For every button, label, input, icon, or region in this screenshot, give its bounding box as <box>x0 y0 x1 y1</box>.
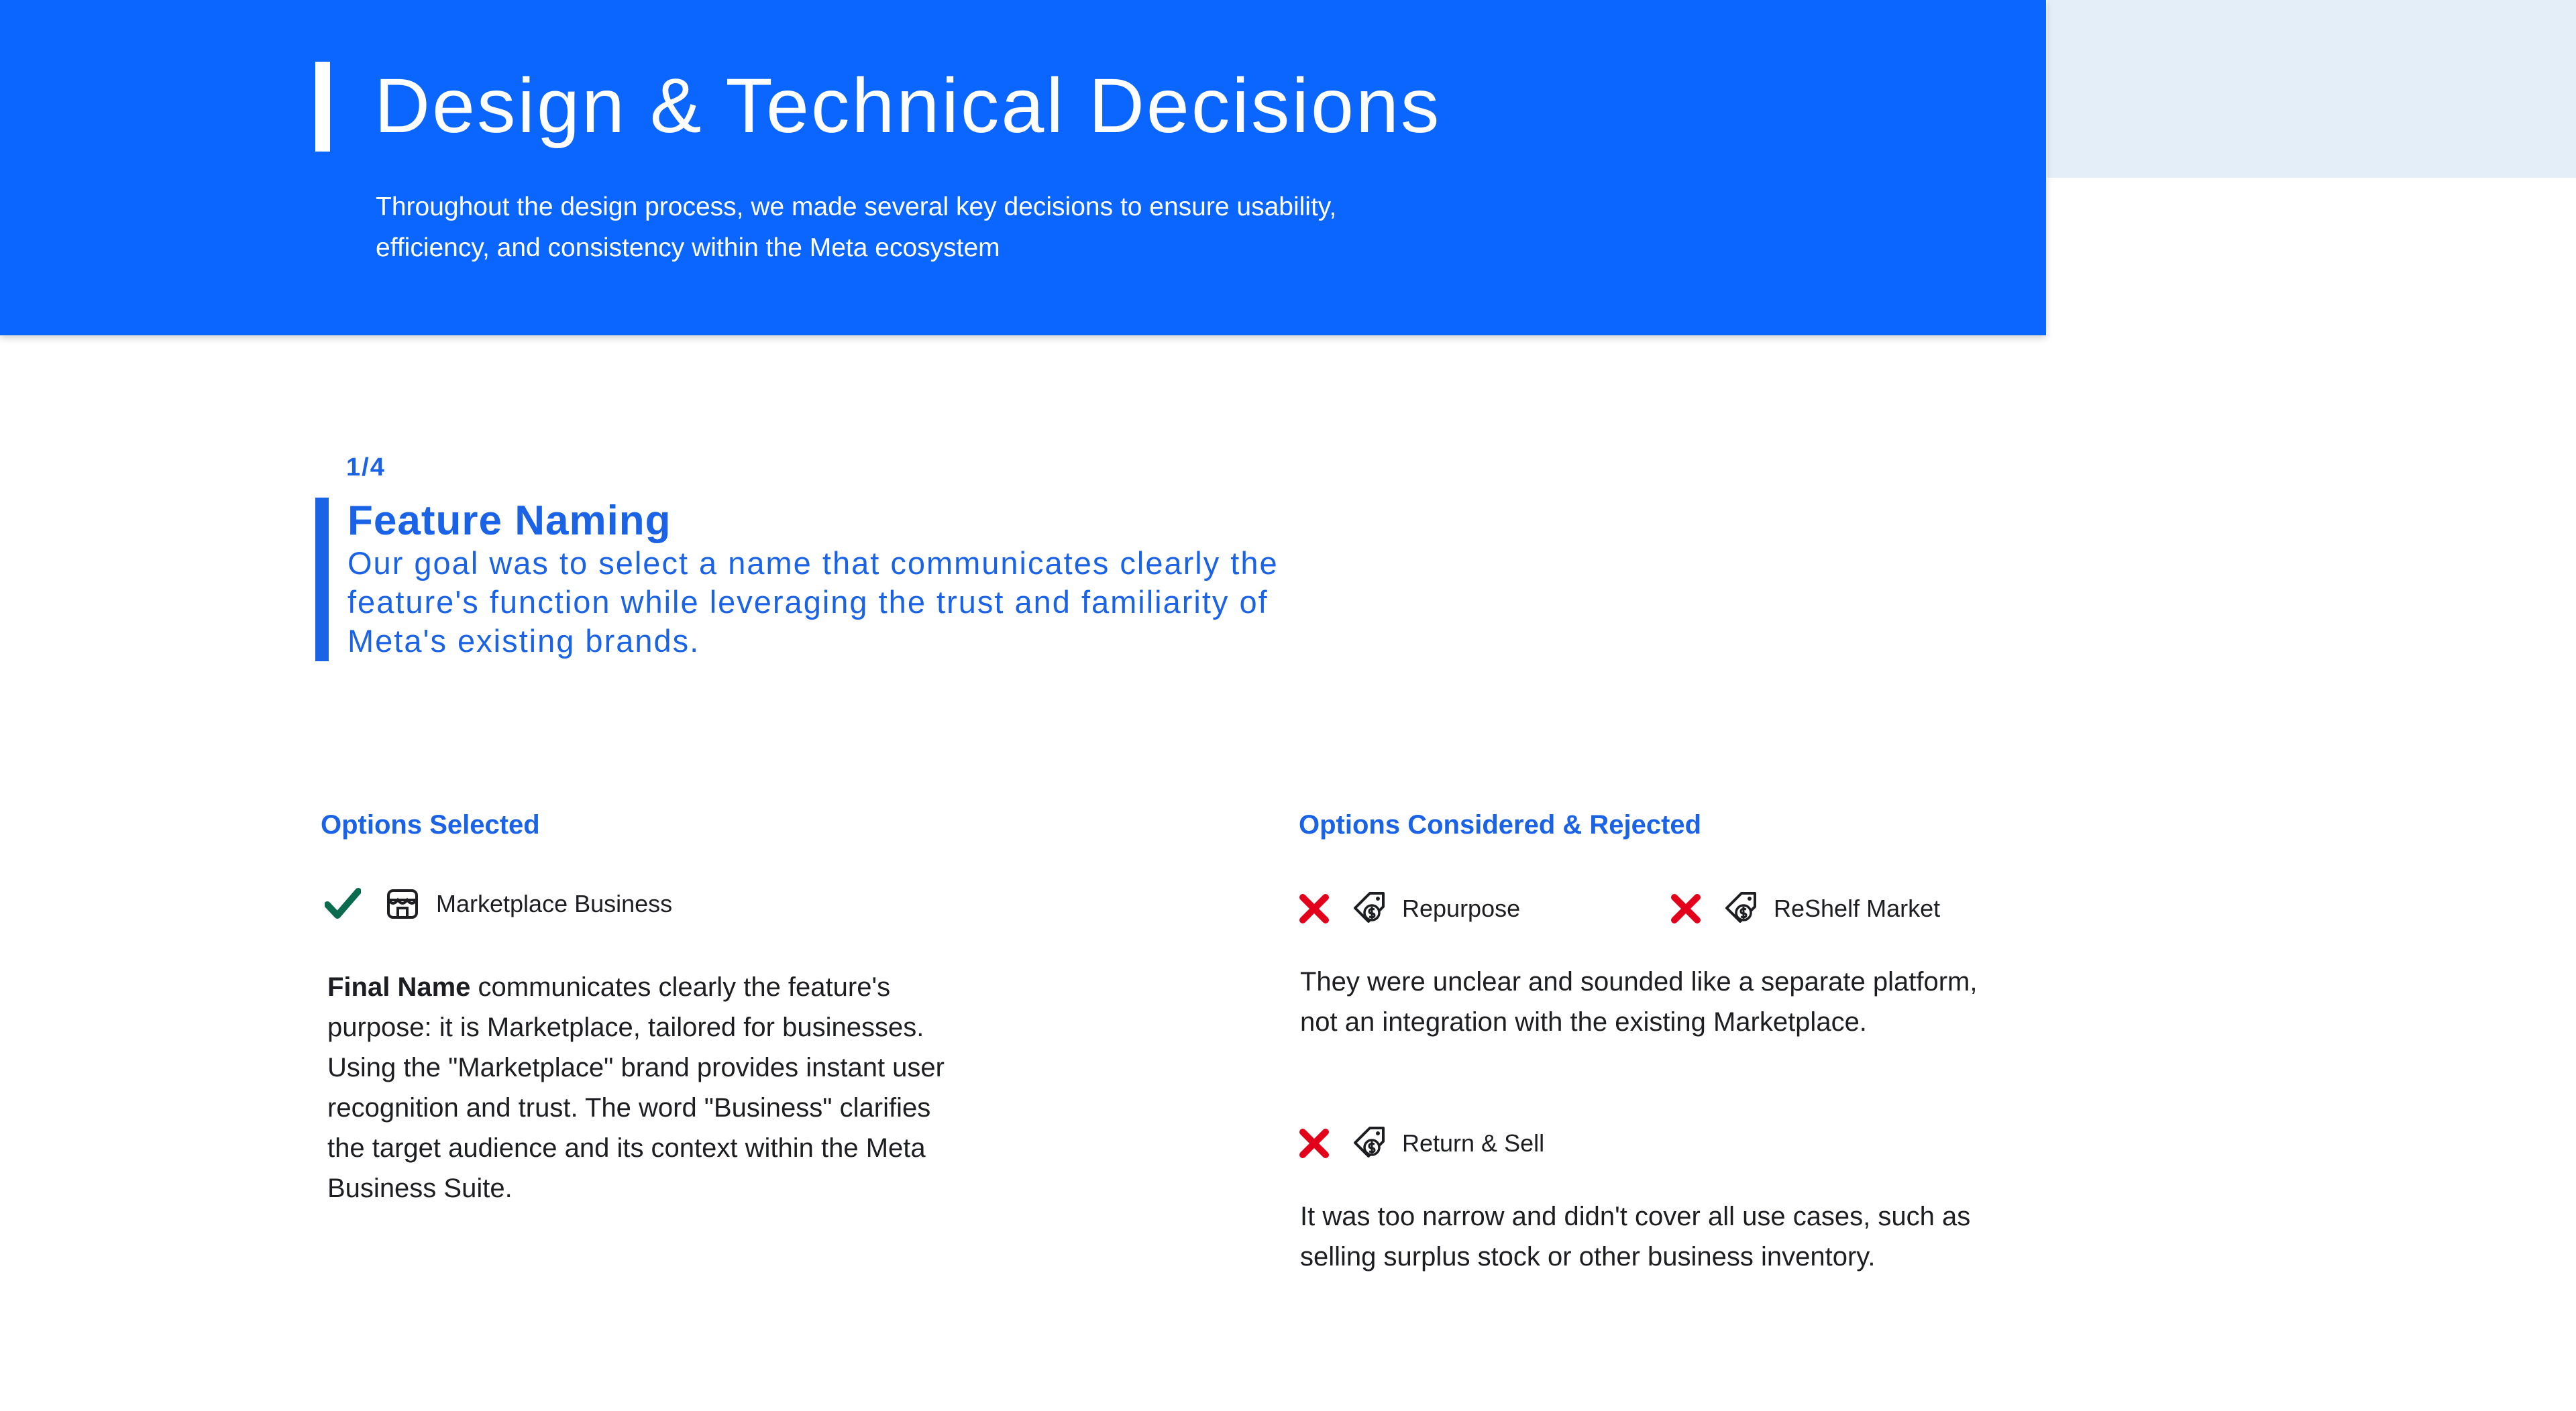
rejected-option-repurpose <box>1299 891 1520 927</box>
x-icon <box>1299 893 1330 924</box>
storefront-icon <box>385 887 420 921</box>
rejected-option-return-sell <box>1299 1125 1544 1162</box>
option-label: Repurpose <box>1402 895 1521 922</box>
price-tag-icon <box>1351 1125 1387 1162</box>
selected-option-marketplace-business <box>325 887 672 921</box>
check-icon <box>325 887 361 921</box>
rejected-reason-1: They were unclear and sounded like a separate platform, not an integration with the existing Marketplace. <box>1300 967 1978 1037</box>
section-description: Our goal was to select a name that communicates clearly the feature's function while leveraging the trust and familiarity of Meta's existing brands. <box>347 545 1279 659</box>
price-tag-icon <box>1723 891 1759 927</box>
step-counter: 1/4 <box>346 453 386 482</box>
hero-accent-bar <box>315 62 330 152</box>
rejected-option-reshelf-market <box>1670 891 1940 927</box>
page-subtitle: Throughout the design process, we made several key decisions to ensure usability, efficiency, and consistency within the Meta ecosystem <box>376 192 1337 262</box>
x-icon <box>1299 1128 1330 1159</box>
options-rejected-heading: Options Considered & Rejected <box>1299 810 1702 840</box>
option-label: Return & Sell <box>1402 1129 1545 1157</box>
section-title: Feature Naming <box>347 498 672 544</box>
rejected-reason-2: It was too narrow and didn't cover all use cases, such as selling surplus stock or other business inventory. <box>1300 1202 1971 1272</box>
section-accent-bar <box>315 498 329 661</box>
selected-rationale-text: communicates clearly the feature's purpose: it is Marketplace, tailored for businesses. Using the "Marketplace" brand provides instant user recognition and trust. The word "Business" clarifies the target audience and its context within the Meta Business Suite. <box>327 972 945 1203</box>
final-name-label: Final Name <box>327 972 471 1002</box>
option-label: ReShelf Market <box>1774 895 1941 922</box>
options-selected-heading: Options Selected <box>321 810 540 840</box>
option-label: Marketplace Business <box>436 890 673 917</box>
top-right-decor-panel <box>2047 0 2576 178</box>
price-tag-icon <box>1351 891 1387 927</box>
selected-rationale <box>327 967 971 1208</box>
x-icon <box>1670 893 1701 924</box>
hero-banner <box>0 0 2046 335</box>
page-title: Design & Technical Decisions <box>374 63 1442 149</box>
